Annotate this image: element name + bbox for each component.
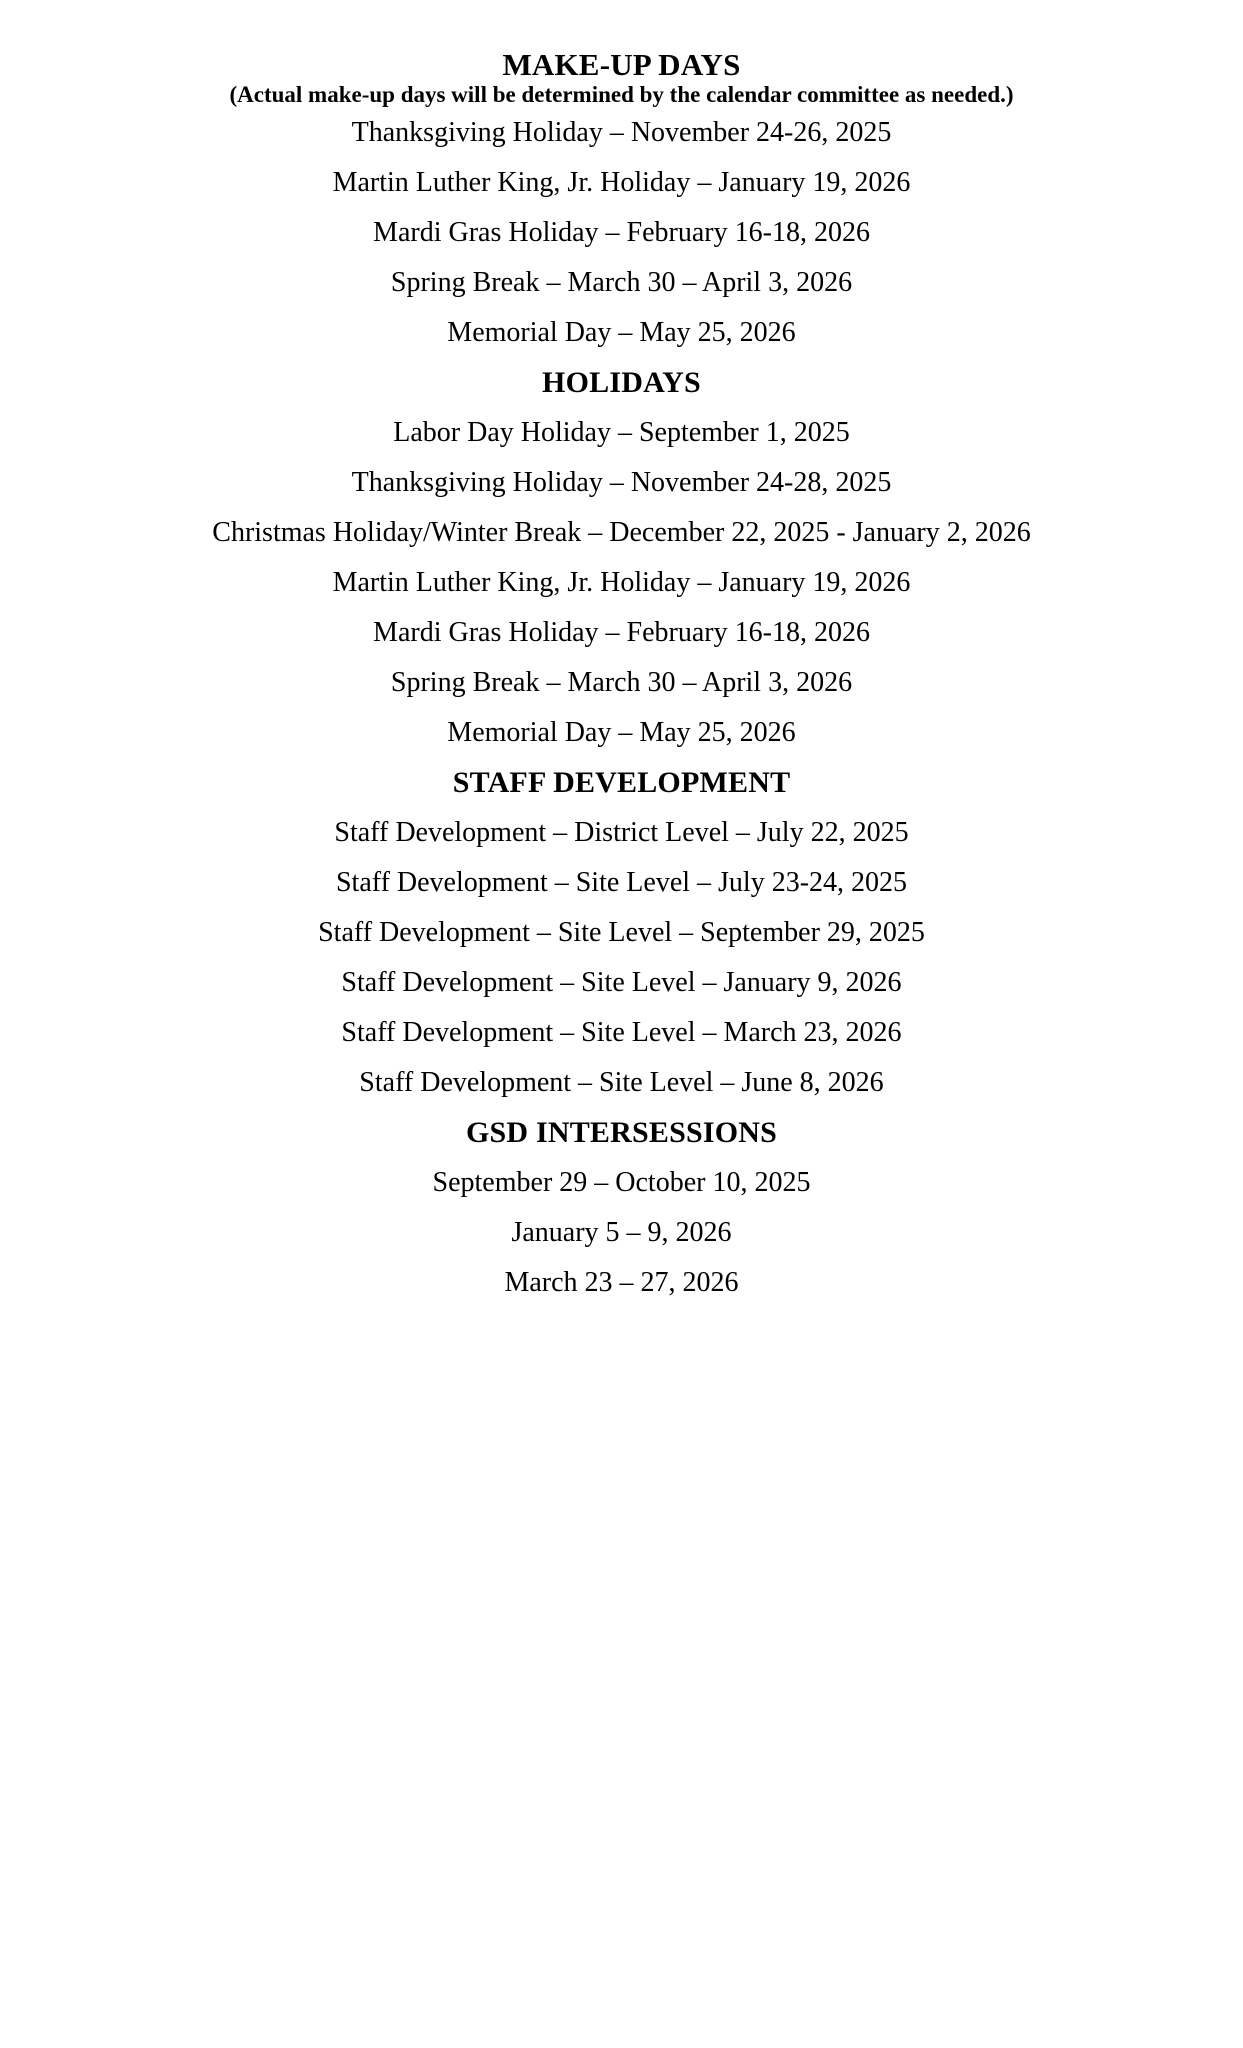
calendar-entry: Staff Development – Site Level – September 29, 2025	[318, 917, 925, 948]
section-staff-development	[0, 758, 1243, 1108]
section-subheading-make-up-days: (Actual make-up days will be determined by the calendar committee as needed.)	[229, 82, 1014, 107]
calendar-entry: Memorial Day – May 25, 2026	[447, 717, 796, 748]
calendar-entry: Martin Luther King, Jr. Holiday – January 19, 2026	[332, 567, 911, 598]
calendar-entry: Labor Day Holiday – September 1, 2025	[393, 417, 850, 448]
calendar-entry: Staff Development – Site Level – January 9, 2026	[341, 967, 902, 998]
gsd-intersessions-entries	[0, 1158, 1243, 1308]
calendar-entry: Staff Development – District Level – July 22, 2025	[334, 817, 909, 848]
calendar-entry: Mardi Gras Holiday – February 16-18, 2026	[373, 217, 870, 248]
staff-development-entries	[0, 808, 1243, 1108]
calendar-entry: Mardi Gras Holiday – February 16-18, 2026	[373, 617, 870, 648]
calendar-entry: January 5 – 9, 2026	[511, 1217, 732, 1248]
calendar-entry: Staff Development – Site Level – June 8, 2026	[359, 1067, 884, 1098]
calendar-entry: Memorial Day – May 25, 2026	[447, 317, 796, 348]
calendar-entry: Thanksgiving Holiday – November 24-26, 2025	[351, 117, 892, 148]
calendar-entry: Martin Luther King, Jr. Holiday – January 19, 2026	[332, 167, 911, 198]
section-heading-make-up-days: MAKE-UP DAYS	[502, 47, 741, 82]
calendar-entry: Spring Break – March 30 – April 3, 2026	[390, 267, 853, 298]
section-make-up-days	[0, 48, 1243, 358]
calendar-entry: Staff Development – Site Level – March 23, 2026	[341, 1017, 902, 1048]
calendar-entry: September 29 – October 10, 2025	[432, 1167, 811, 1198]
calendar-entry: Thanksgiving Holiday – November 24-28, 2025	[351, 467, 892, 498]
holidays-entries	[0, 408, 1243, 758]
calendar-entry: Christmas Holiday/Winter Break – December 22, 2025 - January 2, 2026	[212, 517, 1031, 548]
calendar-entry: Staff Development – Site Level – July 23-24, 2025	[335, 867, 908, 898]
calendar-entry: March 23 – 27, 2026	[504, 1267, 739, 1298]
section-gsd-intersessions	[0, 1108, 1243, 1308]
make-up-days-entries	[0, 108, 1243, 358]
section-heading-holidays: HOLIDAYS	[542, 366, 701, 399]
section-heading-staff-development: STAFF DEVELOPMENT	[452, 766, 791, 799]
calendar-entry: Spring Break – March 30 – April 3, 2026	[390, 667, 853, 698]
section-heading-gsd-intersessions: GSD INTERSESSIONS	[465, 1116, 778, 1149]
section-holidays	[0, 358, 1243, 758]
